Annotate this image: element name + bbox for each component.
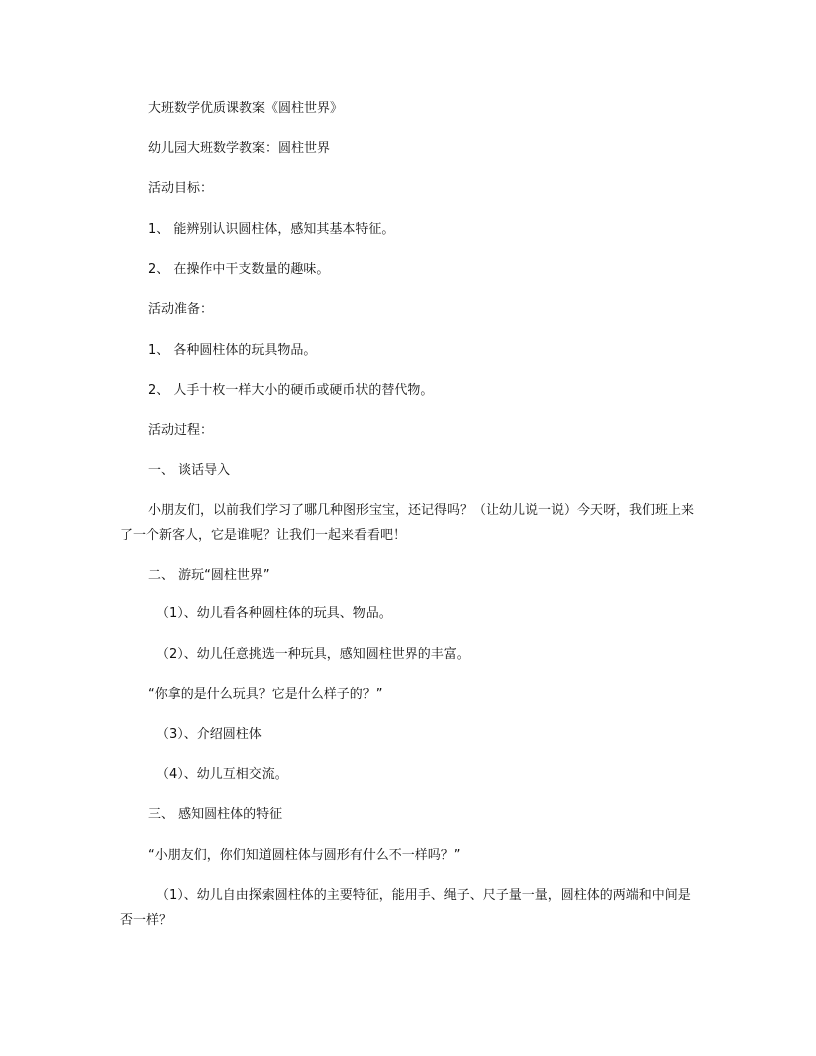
document-title: 大班数学优质课教案《圆柱世界》 xyxy=(148,101,344,116)
process-step-2-item-4: （4）、幼儿互相交流。 xyxy=(156,767,288,782)
process-step-2-item-2: （2）、幼儿任意挑选一种玩具，感知圆柱世界的丰富。 xyxy=(156,647,470,662)
preparation-item-1: 1、 各种圆柱体的玩具物品。 xyxy=(148,343,317,358)
process-step-2-question: “你拿的是什么玩具？它是什么样子的？” xyxy=(148,687,383,702)
document-subtitle: 幼儿园大班数学教案：圆柱世界 xyxy=(148,141,331,156)
section-heading-process: 活动过程： xyxy=(148,423,214,438)
objective-item-2: 2、 在操作中干支数量的趣味。 xyxy=(148,262,330,277)
section-heading-preparation: 活动准备： xyxy=(148,302,214,317)
process-step-1-heading: 一、 谈话导入 xyxy=(148,463,231,478)
process-step-1-body: 小朋友们，以前我们学习了哪几种图形宝宝，还记得吗？（让幼儿说一说）今天呀，我们班上来了一个新客人，它是谁呢？让我们一起来看看吧！ xyxy=(120,503,695,543)
section-heading-objectives: 活动目标： xyxy=(148,181,214,196)
process-step-3-question: “小朋友们，你们知道圆柱体与圆形有什么不一样吗？” xyxy=(148,848,461,863)
process-step-2-item-1: （1）、幼儿看各种圆柱体的玩具、物品。 xyxy=(156,606,392,621)
process-step-2-item-3: （3）、介绍圆柱体 xyxy=(156,727,262,742)
process-step-3-heading: 三、 感知圆柱体的特征 xyxy=(148,807,283,822)
process-step-2-heading: 二、 游玩“圆柱世界” xyxy=(148,568,270,583)
preparation-item-2: 2、 人手十枚一样大小的硬币或硬币状的替代物。 xyxy=(148,383,434,398)
process-step-3-item-1: （1）、幼儿自由探索圆柱体的主要特征，能用手、绳子、尺子量一量，圆柱体的两端和中间是否一样？ xyxy=(120,888,691,928)
objective-item-1: 1、 能辨别认识圆柱体，感知其基本特征。 xyxy=(148,222,395,237)
